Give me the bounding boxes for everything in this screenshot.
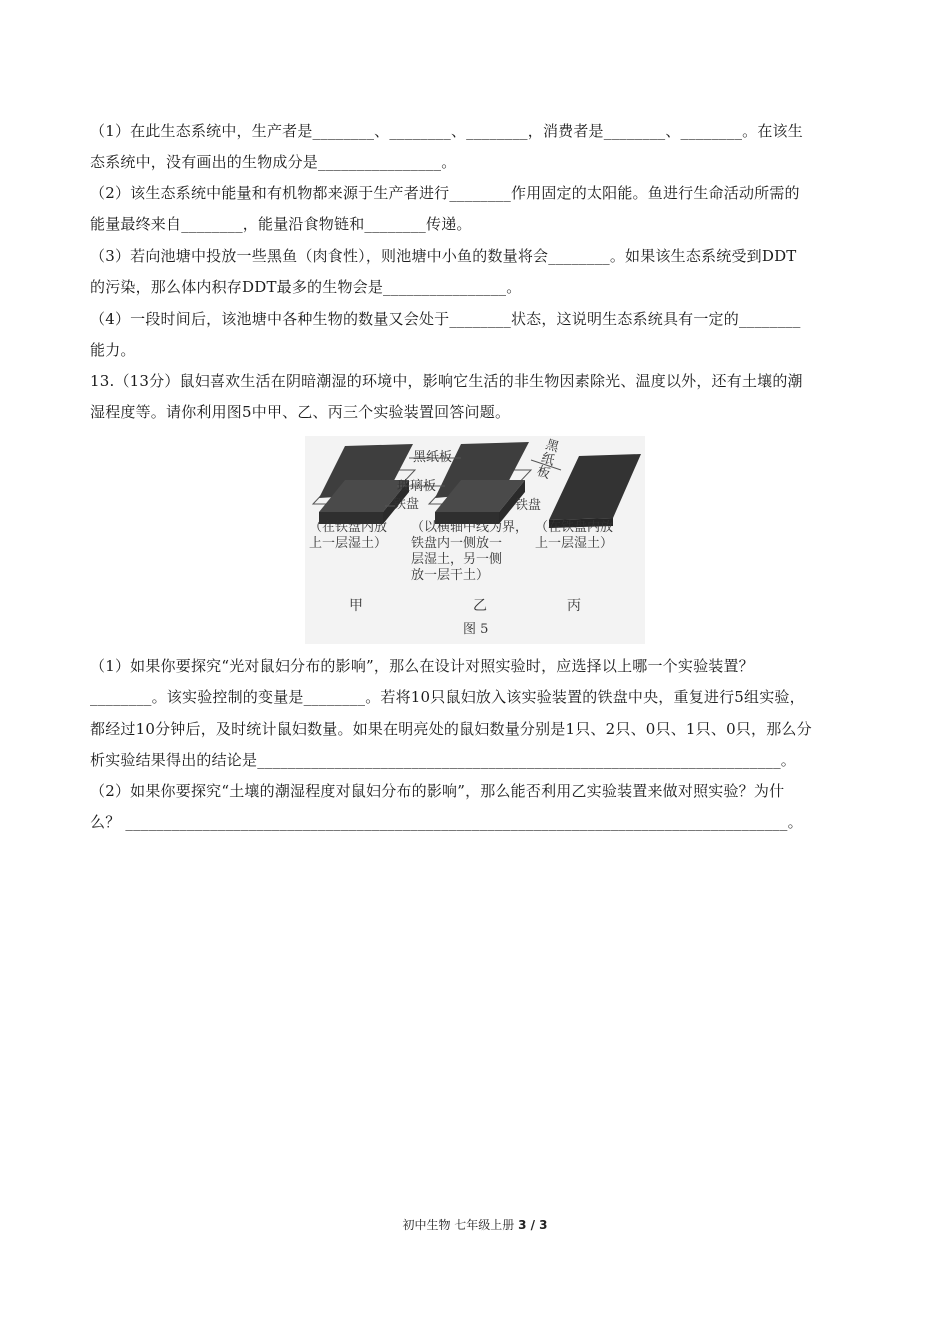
question-line: 能量最终来自________，能量沿食物链和________传递。: [90, 215, 472, 233]
label-glass-board: 玻璃板: [397, 479, 437, 494]
question-line: （4）一段时间后，该池塘中各种生物的数量又会处于________状态，这说明生态系统具有一定的________: [90, 310, 801, 328]
question-line: ________。该实验控制的变量是________。若将10只鼠妇放入该实验装置的铁盘中央，重复进行5组实验，: [90, 688, 805, 706]
question-line: 析实验结果得出的结论是____________________________________________________________________。: [90, 751, 797, 769]
question-line: 都经过10分钟后，及时统计鼠妇数量。如果在明亮处的鼠妇数量分别是1只、2只、0只、1只、0只，那么分: [90, 720, 812, 738]
label-jia: 甲: [349, 598, 363, 614]
note-bing: （在铁盘内放 上一层湿土）: [535, 520, 614, 551]
question-line: 能力。: [90, 341, 136, 359]
label-black-paper-bing: 黑纸板: [534, 437, 561, 483]
question-title: 13.（13分）鼠妇喜欢生活在阴暗潮湿的环境中，影响它生活的非生物因素除光、温度以外，还有土壤的潮: [90, 372, 803, 390]
question-line: 的污染，那么体内积存DDT最多的生物会是________________。: [90, 278, 522, 296]
question-line: 态系统中，没有画出的生物成分是________________。: [90, 153, 457, 171]
question-line: （2）该生态系统中能量和有机物都来源于生产者进行________作用固定的太阳能。鱼进行生命活动所需的: [90, 184, 800, 202]
page-footer: [0, 1216, 950, 1233]
page-number: 3 / 3: [518, 1218, 548, 1232]
footer-text: 初中生物 七年级上册: [402, 1218, 519, 1232]
question-line: （1）在此生态系统中，生产者是________、________、________，消费者是________、________。在该生: [90, 122, 803, 140]
label-black-paper: 黑纸板: [413, 450, 453, 465]
label-yi: 乙: [473, 598, 487, 614]
figure-caption: 图 5: [463, 622, 489, 637]
label-iron-tray-yi: 铁盘: [515, 498, 542, 513]
question-line: （1）如果你要探究“光对鼠妇分布的影响”，那么在设计对照实验时，应选择以上哪一个实验装置？: [90, 657, 754, 675]
question-line: （3）若向池塘中投放一些黑鱼（肉食性），则池塘中小鱼的数量将会________。如果该生态系统受到DDT: [90, 247, 797, 265]
note-jia: （在铁盘内放 上一层湿土）: [309, 520, 388, 551]
question-line: （2）如果你要探究“土壤的潮湿程度对鼠妇分布的影响”，那么能否利用乙实验装置来做对照实验？为什: [90, 782, 785, 800]
figure-5: [305, 436, 645, 644]
label-iron-tray: 铁盘: [393, 497, 420, 512]
note-yi: （以横轴中线为界， 铁盘内一侧放一 层湿土，另一侧 放一层干土）: [411, 520, 529, 583]
label-bing: 丙: [567, 598, 581, 614]
question-line: 湿程度等。请你利用图5中甲、乙、丙三个实验装置回答问题。: [90, 403, 511, 421]
question-line: 么？ ______________________________________________________________________________________。: [90, 813, 803, 831]
